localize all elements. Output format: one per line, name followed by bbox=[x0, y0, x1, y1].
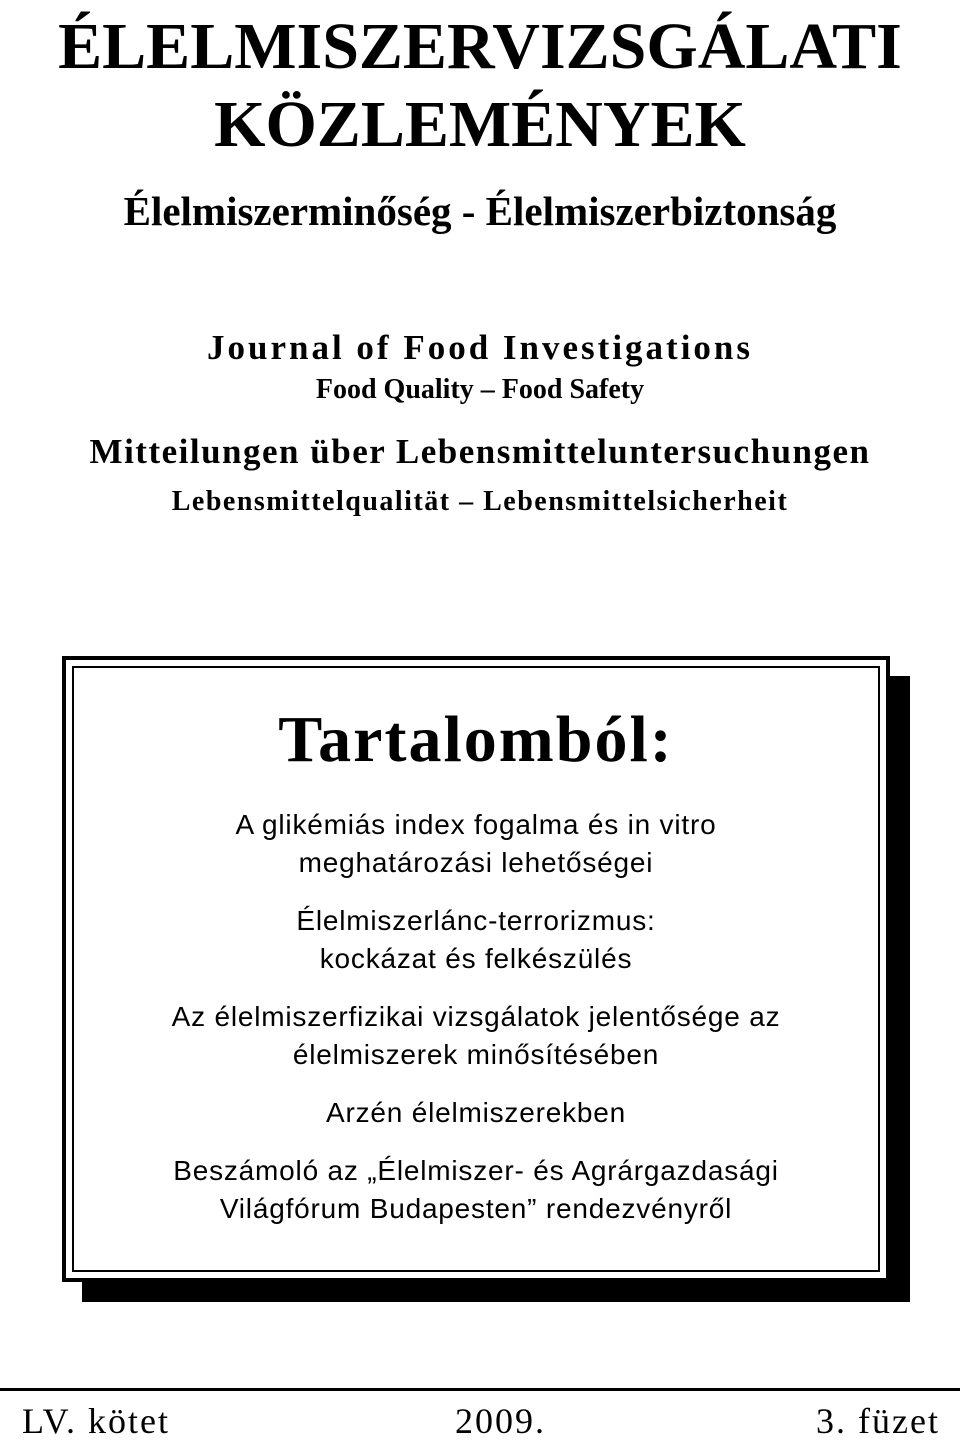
contents-item-line: meghatározási lehetőségei bbox=[298, 847, 654, 878]
contents-item-line: Az élelmiszerfizikai vizsgálatok jelentősége az bbox=[171, 1001, 781, 1032]
german-subtitle: Lebensmittelqualität – Lebensmittelsicherheit bbox=[171, 486, 789, 517]
hungarian-subtitle: Élelmiszerminőség - Élelmiszerbiztonság bbox=[123, 188, 837, 234]
contents-item bbox=[66, 998, 886, 1074]
issue-footer bbox=[0, 1388, 960, 1448]
contents-item bbox=[66, 1152, 886, 1228]
issue-label: 3. füzet bbox=[816, 1401, 940, 1441]
contents-item-line: kockázat és felkészülés bbox=[319, 943, 633, 974]
journal-title-line-1: ÉLELMISZERVIZSGÁLATI bbox=[58, 10, 902, 83]
contents-item-line: Beszámoló az „Élelmiszer- és Agrárgazdasági bbox=[173, 1155, 779, 1186]
year-label: 2009. bbox=[455, 1401, 546, 1441]
contents-item-line: Arzén élelmiszerekben bbox=[325, 1097, 627, 1128]
contents-item-line: A glikémiás index fogalma és in vitro bbox=[235, 809, 717, 840]
contents-item-line: Világfórum Budapesten” rendezvényről bbox=[219, 1193, 733, 1224]
contents-item bbox=[66, 902, 886, 978]
contents-item-line: Élelmiszerlánc-terrorizmus: bbox=[296, 905, 656, 936]
english-subtitle: Food Quality – Food Safety bbox=[315, 374, 645, 405]
contents-list bbox=[66, 806, 886, 1248]
contents-item bbox=[66, 806, 886, 882]
journal-title-line-2: KÖZLEMÉNYEK bbox=[214, 88, 746, 161]
english-title: Journal of Food Investigations bbox=[206, 328, 754, 367]
german-title: Mitteilungen über Lebensmitteluntersuchungen bbox=[89, 432, 871, 471]
contents-heading: Tartalomból: bbox=[278, 703, 674, 776]
contents-item-line: élelmiszerek minősítésében bbox=[292, 1039, 660, 1070]
contents-box bbox=[62, 656, 890, 1282]
contents-item bbox=[66, 1094, 886, 1132]
volume-label: LV. kötet bbox=[22, 1401, 171, 1441]
